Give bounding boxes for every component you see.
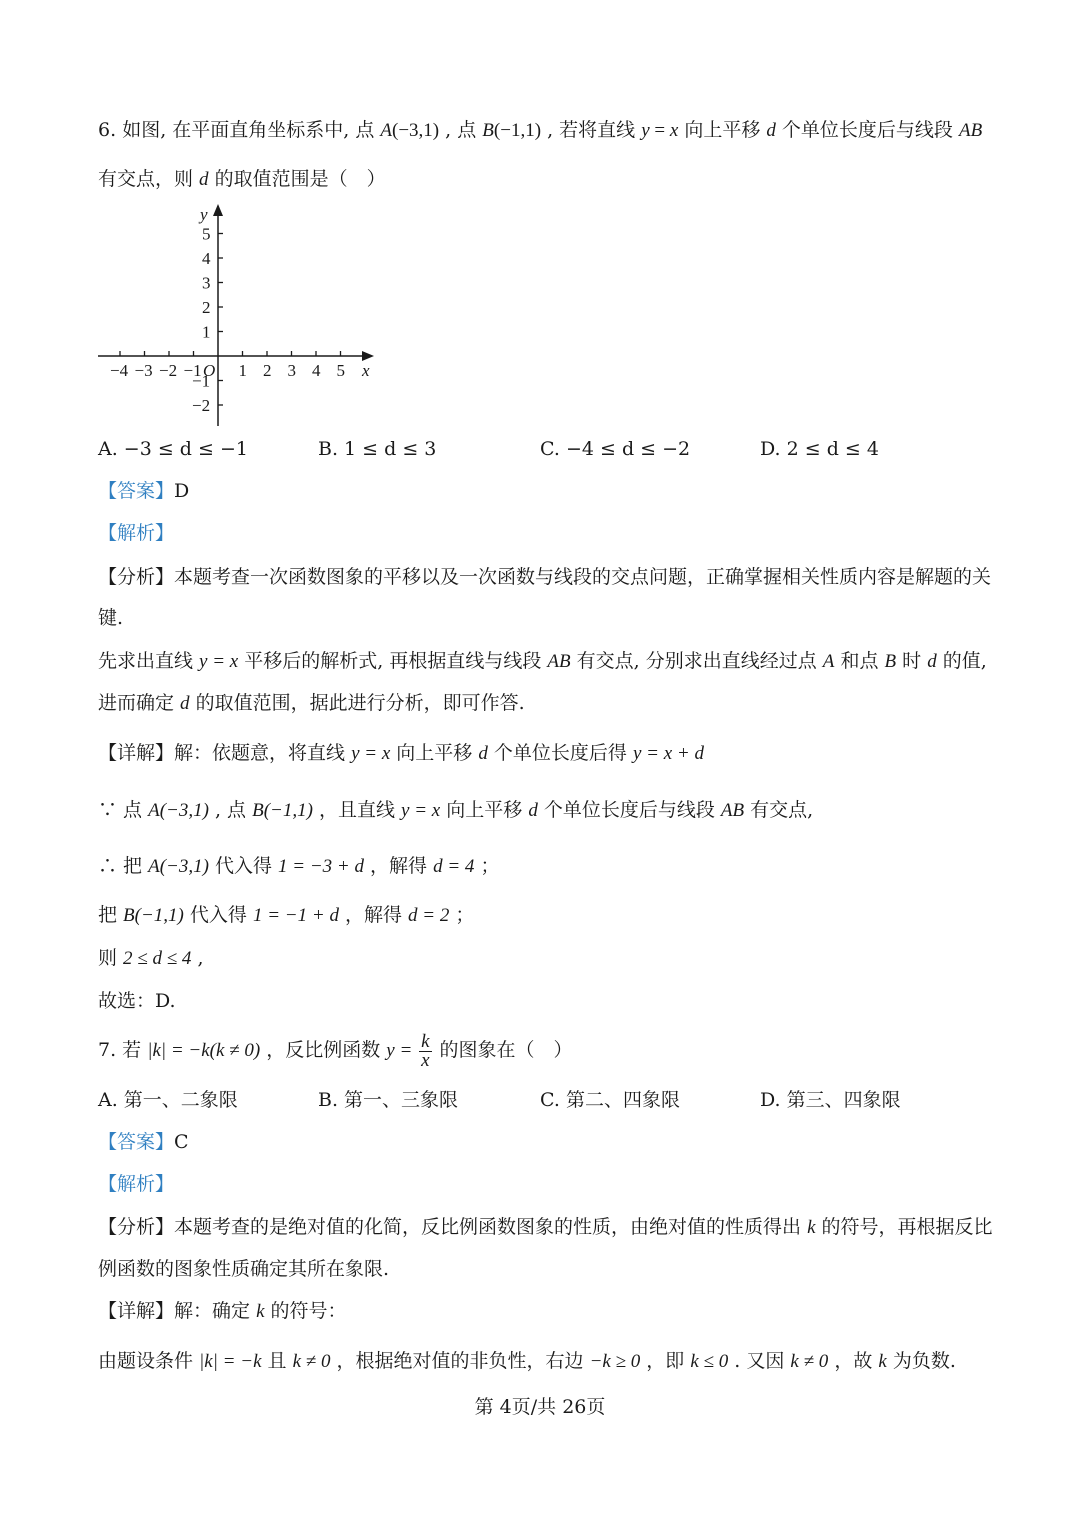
q7-fenxi-1: 【分析】本题考查的是绝对值的化简，反比例函数图象的性质，由绝对值的性质得出 k 的符号，再根据反比 <box>98 1216 993 1238</box>
origin-label: O <box>203 361 216 380</box>
y-tick-label: 3 <box>202 273 211 293</box>
y-tick-label: 2 <box>202 298 211 317</box>
q6-step-1: 【详解】解：依题意，将直线 y = x 向上平移 d 个单位长度后得 y = x + d <box>98 742 704 764</box>
q7-fraction: $\frac{k}{x}$ <box>421 1030 430 1071</box>
q6-fenxi-2: 键. <box>98 607 124 629</box>
x-tick-label: −3 <box>134 361 153 380</box>
q7-option-a: A. 第一、二象限 <box>98 1089 238 1111</box>
q7-option-d: D. 第三、四象限 <box>760 1089 901 1111</box>
q6-step-5: 则 2 ≤ d ≤ 4 , <box>98 947 204 969</box>
x-tick-label: 3 <box>287 361 296 380</box>
y-tick-label: 1 <box>202 322 211 342</box>
y-tick-label: −1 <box>192 371 211 391</box>
q6-answer: 【答案】D <box>98 480 190 502</box>
x-tick-label: −4 <box>110 361 129 380</box>
q6-step-3: ∴ 把 A(−3,1) 代入得 1 = −3 + d ，解得 d = 4 ； <box>98 855 500 877</box>
q6-option-b: B. 1 ≤ d ≤ 3 <box>318 438 437 460</box>
q6-step-2: ∵ 点 A(−3,1) , 点 B(−1,1) ，且直线 y = x 向上平移 d 个单位长度后与线段 AB 有交点, <box>98 799 814 821</box>
x-tick-label: −1 <box>183 361 202 380</box>
x-tick-label: 1 <box>238 361 247 380</box>
q6-para-2: 进而确定 d 的取值范围，据此进行分析，即可作答. <box>98 692 525 714</box>
q6-option-a: A. −3 ≤ d ≤ −1 <box>98 438 248 460</box>
q6-line2: 有交点，则 d 的取值范围是（ ） <box>98 168 386 190</box>
y-axis-arrow <box>213 204 223 216</box>
q7-option-b: B. 第一、三象限 <box>318 1089 459 1111</box>
y-tick-label: 4 <box>202 249 211 268</box>
x-axis-label: x <box>362 361 370 380</box>
q7-detail-1: 【详解】解：确定 k 的符号： <box>98 1300 347 1322</box>
x-tick-label: 5 <box>336 361 345 380</box>
q6-option-d: D. 2 ≤ d ≤ 4 <box>760 438 879 460</box>
y-axis-label: y <box>200 205 208 224</box>
q7-fenxi-2: 例函数的图象性质确定其所在象限. <box>98 1258 390 1280</box>
q6-para-1: 先求出直线 y = x 平移后的解析式, 再根据直线与线段 AB 有交点, 分别求出直线经过点 A 和点 B 时 d 的值, <box>98 650 987 672</box>
page-footer: 第 4页/共 26页 <box>474 1396 606 1418</box>
q7-answer: 【答案】C <box>98 1131 189 1153</box>
q7-detail-2: 由题设条件 |k| = −k 且 k ≠ 0 ，根据绝对值的非负性，右边 −k ≥ 0 ，即 k ≤ 0 . 又因 k ≠ 0 ，故 k 为负数. <box>98 1350 956 1372</box>
q6-step-6: 故选：D. <box>98 990 176 1012</box>
q6-analysis-heading: 【解析】 <box>98 522 175 544</box>
x-tick-label: 4 <box>312 361 321 380</box>
x-axis-arrow <box>362 351 374 361</box>
q7-option-c: C. 第二、四象限 <box>540 1089 680 1111</box>
q6-step-4: 把 B(−1,1) 代入得 1 = −1 + d ，解得 d = 2 ； <box>98 904 475 926</box>
q7-line1: 7. 若 |k| = −k(k ≠ 0) ，反比例函数 y = $\frac{k}{x}$ 的图象在（ ） <box>98 1030 573 1071</box>
y-tick-label: 5 <box>202 224 211 244</box>
x-tick-label: −2 <box>159 361 178 380</box>
q6-line1: 6. 如图, 在平面直角坐标系中, 点 A(−3,1) , 点 B(−1,1) , 若将直线 y = x 向上平移 d 个单位长度后与线段 AB <box>98 119 983 141</box>
coordinate-axes-figure <box>90 196 390 432</box>
x-tick-label: 2 <box>263 361 272 380</box>
q6-fenxi-1: 【分析】本题考查一次函数图象的平移以及一次函数与线段的交点问题，正确掌握相关性质内容是解题的关 <box>98 566 992 588</box>
q6-option-c: C. −4 ≤ d ≤ −2 <box>540 438 691 460</box>
y-tick-label: −2 <box>192 396 211 415</box>
q7-analysis-heading: 【解析】 <box>98 1173 175 1195</box>
